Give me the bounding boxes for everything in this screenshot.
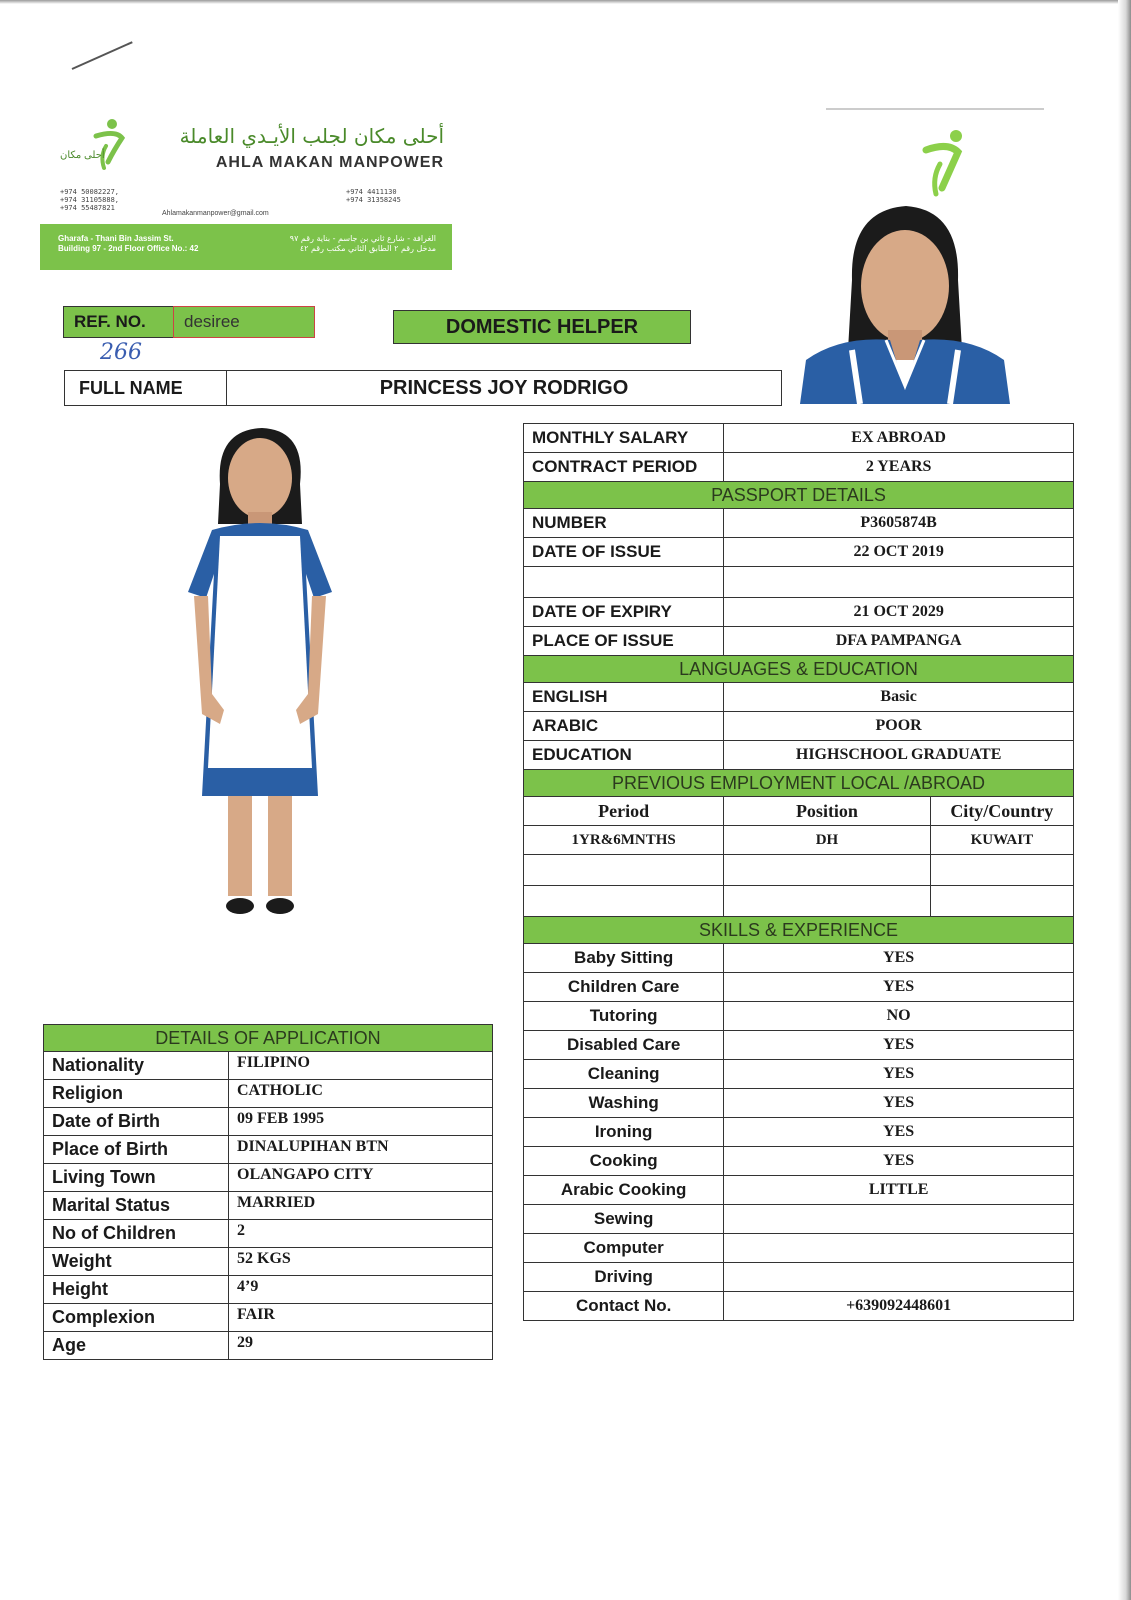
skill-row — [524, 1263, 1074, 1292]
section-header — [44, 1025, 493, 1052]
table-row — [524, 712, 1074, 741]
english-value: Basic — [724, 683, 1074, 712]
application-row — [44, 1192, 493, 1220]
application-row — [44, 1164, 493, 1192]
company-email: Ahlamakanmanpower@gmail.com — [162, 210, 269, 217]
skill-value — [724, 1234, 1074, 1263]
address-arabic: الغرافة - شارع ثاني بن جاسم - بناية رقم ٩٧ مدخل رقم ٢ الطابق الثاني مكتب رقم ٤٢ — [289, 234, 436, 253]
pen-mark — [72, 41, 133, 70]
application-value: 2 — [229, 1220, 493, 1248]
application-label: Age — [44, 1332, 229, 1360]
full-name-label: FULL NAME — [65, 371, 227, 405]
full-name-value: PRINCESS JOY RODRIGO — [379, 376, 629, 399]
application-label: Religion — [44, 1080, 229, 1108]
application-label: Complexion — [44, 1304, 229, 1332]
address-band — [40, 224, 452, 270]
skill-row — [524, 1060, 1074, 1089]
company-name-arabic: أحلى مكان لجلب الأيـدي العاملة — [179, 124, 444, 148]
salary-label: MONTHLY SALARY — [524, 424, 724, 453]
empty-cell — [524, 567, 724, 598]
address-english: Gharafa - Thani Bin Jassim St. Building 97 - 2nd Floor Office No.: 42 — [58, 234, 199, 253]
skills-heading: SKILLS & EXPERIENCE — [524, 917, 1074, 944]
application-row — [44, 1248, 493, 1276]
section-header — [524, 917, 1074, 944]
application-row — [44, 1108, 493, 1136]
full-body-photo — [150, 424, 370, 934]
english-label: ENGLISH — [524, 683, 724, 712]
education-label: EDUCATION — [524, 741, 724, 770]
empty-cell — [724, 567, 1074, 598]
table-row — [524, 627, 1074, 656]
application-label: Place of Birth — [44, 1136, 229, 1164]
application-row — [44, 1052, 493, 1080]
reference-value: desiree — [174, 307, 314, 337]
skill-row — [524, 1118, 1074, 1147]
application-label: No of Children — [44, 1220, 229, 1248]
company-name: AHLA MAKAN MANPOWER — [215, 154, 444, 171]
reference-label: REF. NO. — [64, 307, 174, 337]
skill-label: Baby Sitting — [524, 944, 724, 973]
skill-row — [524, 1234, 1074, 1263]
table-row — [524, 886, 1074, 917]
candidate-details-table — [523, 423, 1074, 1321]
application-value: 52 KGS — [229, 1248, 493, 1276]
brand-figure-icon — [918, 128, 974, 200]
table-row — [524, 741, 1074, 770]
column-header: Period — [524, 797, 724, 826]
employment-heading: PREVIOUS EMPLOYMENT LOCAL /ABROAD — [524, 770, 1074, 797]
company-logo-icon — [86, 116, 132, 176]
application-label: Marital Status — [44, 1192, 229, 1220]
application-row — [44, 1220, 493, 1248]
empty-cell — [724, 886, 930, 917]
empty-cell — [524, 855, 724, 886]
application-row — [44, 1304, 493, 1332]
skill-value — [724, 1205, 1074, 1234]
skill-row — [524, 1205, 1074, 1234]
skill-label: Ironing — [524, 1118, 724, 1147]
skill-value: LITTLE — [724, 1176, 1074, 1205]
skill-row — [524, 1089, 1074, 1118]
application-label: Height — [44, 1276, 229, 1304]
phone-numbers-left: +974 50082227, +974 31105888, +974 55487821 — [60, 188, 120, 212]
position-title: DOMESTIC HELPER — [393, 310, 691, 344]
expiry-date-value: 21 OCT 2029 — [724, 598, 1074, 627]
skill-row — [524, 973, 1074, 1002]
table-row — [524, 538, 1074, 567]
table-row — [524, 509, 1074, 538]
application-details-table — [43, 1024, 493, 1360]
skill-value: YES — [724, 973, 1074, 1002]
contract-label: CONTRACT PERIOD — [524, 453, 724, 482]
skill-label: Tutoring — [524, 1002, 724, 1031]
application-row — [44, 1080, 493, 1108]
skill-row — [524, 1031, 1074, 1060]
reference-field — [63, 306, 315, 338]
contract-value: 2 YEARS — [724, 453, 1074, 482]
logo-caption: أحلى مكان — [60, 150, 105, 161]
empty-cell — [524, 886, 724, 917]
skill-row — [524, 1002, 1074, 1031]
arabic-label: ARABIC — [524, 712, 724, 741]
handwritten-reference: 266 — [100, 340, 142, 365]
phone-numbers-right: +974 4411130 +974 31358245 — [346, 188, 401, 204]
application-label: Weight — [44, 1248, 229, 1276]
skill-value: +639092448601 — [724, 1292, 1074, 1321]
company-header — [40, 108, 452, 270]
skill-row — [524, 1176, 1074, 1205]
portrait-photo — [800, 200, 1010, 404]
full-name-row — [64, 370, 782, 406]
application-value: OLANGAPO CITY — [229, 1164, 493, 1192]
scan-edge-top — [0, 0, 1131, 4]
education-value: HIGHSCHOOL GRADUATE — [724, 741, 1074, 770]
empty-cell — [930, 886, 1073, 917]
top-rule — [826, 108, 1044, 110]
employment-country: KUWAIT — [930, 826, 1073, 855]
skill-label: Cooking — [524, 1147, 724, 1176]
skill-label: Sewing — [524, 1205, 724, 1234]
skill-label: Arabic Cooking — [524, 1176, 724, 1205]
skill-label: Disabled Care — [524, 1031, 724, 1060]
issue-date-value: 22 OCT 2019 — [724, 538, 1074, 567]
table-row — [524, 683, 1074, 712]
skill-label: Cleaning — [524, 1060, 724, 1089]
application-value: DINALUPIHAN BTN — [229, 1136, 493, 1164]
application-value: CATHOLIC — [229, 1080, 493, 1108]
application-value: FILIPINO — [229, 1052, 493, 1080]
skill-row — [524, 1292, 1074, 1321]
application-label: Nationality — [44, 1052, 229, 1080]
skill-value: YES — [724, 944, 1074, 973]
table-header-row — [524, 797, 1074, 826]
section-header — [524, 656, 1074, 683]
empty-cell — [724, 855, 930, 886]
table-row — [524, 453, 1074, 482]
skill-value: NO — [724, 1002, 1074, 1031]
section-header — [524, 770, 1074, 797]
issue-date-label: DATE OF ISSUE — [524, 538, 724, 567]
skill-label: Washing — [524, 1089, 724, 1118]
skill-row — [524, 1147, 1074, 1176]
arabic-value: POOR — [724, 712, 1074, 741]
empty-cell — [930, 855, 1073, 886]
application-value: 09 FEB 1995 — [229, 1108, 493, 1136]
table-row — [524, 855, 1074, 886]
passport-heading: PASSPORT DETAILS — [524, 482, 1074, 509]
skill-label: Computer — [524, 1234, 724, 1263]
application-value: FAIR — [229, 1304, 493, 1332]
table-row — [524, 598, 1074, 627]
application-heading: DETAILS OF APPLICATION — [44, 1025, 493, 1052]
section-header — [524, 482, 1074, 509]
table-row — [524, 424, 1074, 453]
skill-label: Contact No. — [524, 1292, 724, 1321]
application-row — [44, 1276, 493, 1304]
place-of-issue-label: PLACE OF ISSUE — [524, 627, 724, 656]
skill-label: Children Care — [524, 973, 724, 1002]
skill-value — [724, 1263, 1074, 1292]
scan-edge-right — [1118, 0, 1131, 1600]
place-of-issue-value: DFA PAMPANGA — [724, 627, 1074, 656]
skill-row — [524, 944, 1074, 973]
salary-value: EX ABROAD — [724, 424, 1074, 453]
languages-heading: LANGUAGES & EDUCATION — [524, 656, 1074, 683]
skill-value: YES — [724, 1031, 1074, 1060]
employment-position: DH — [724, 826, 930, 855]
table-row — [524, 826, 1074, 855]
skill-value: YES — [724, 1060, 1074, 1089]
skill-value: YES — [724, 1118, 1074, 1147]
employment-period: 1YR&6MNTHS — [524, 826, 724, 855]
skill-label: Driving — [524, 1263, 724, 1292]
table-row — [524, 567, 1074, 598]
application-value: MARRIED — [229, 1192, 493, 1220]
column-header: Position — [724, 797, 930, 826]
passport-number-label: NUMBER — [524, 509, 724, 538]
application-label: Living Town — [44, 1164, 229, 1192]
column-header: City/Country — [930, 797, 1073, 826]
application-value: 4’9 — [229, 1276, 493, 1304]
skill-value: YES — [724, 1089, 1074, 1118]
application-row — [44, 1332, 493, 1360]
expiry-date-label: DATE OF EXPIRY — [524, 598, 724, 627]
application-row — [44, 1136, 493, 1164]
skill-value: YES — [724, 1147, 1074, 1176]
passport-number-value: P3605874B — [724, 509, 1074, 538]
application-value: 29 — [229, 1332, 493, 1360]
application-label: Date of Birth — [44, 1108, 229, 1136]
